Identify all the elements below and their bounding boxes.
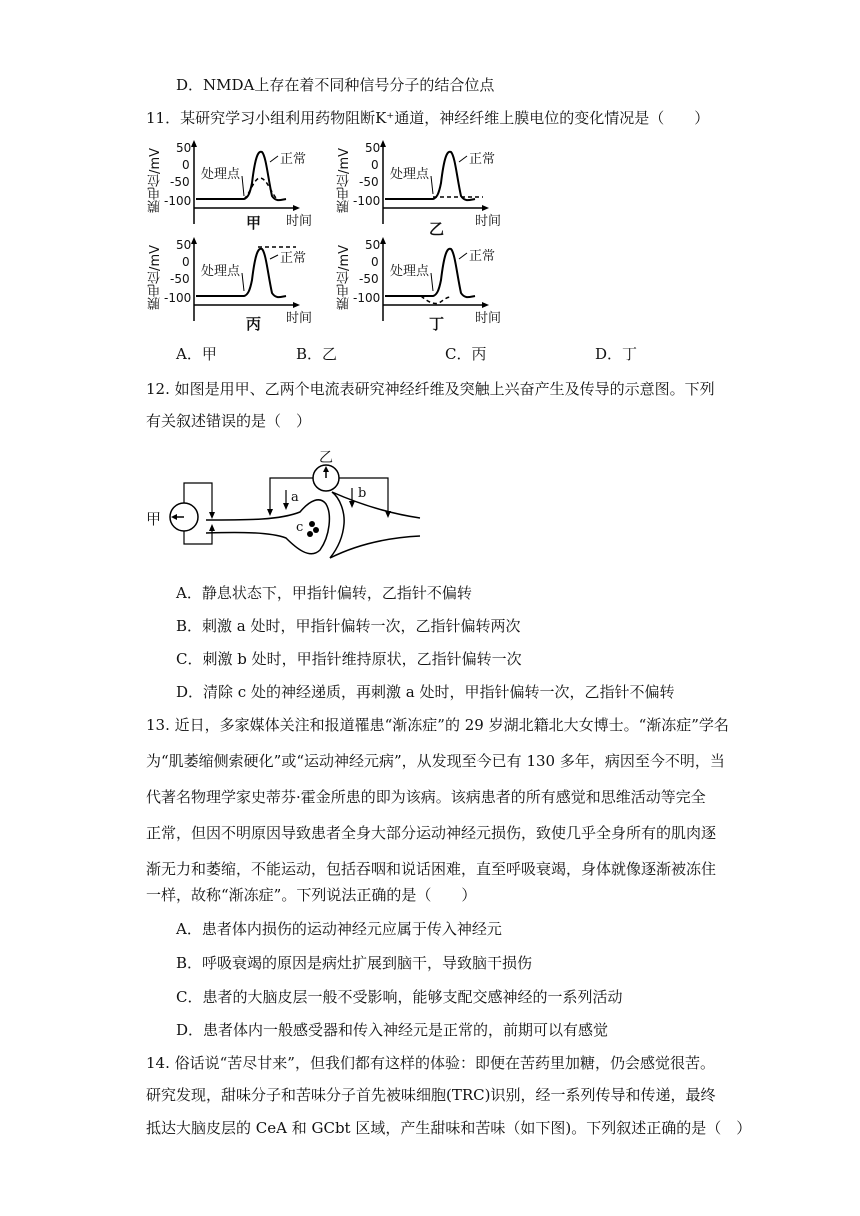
q11-option-c: C．丙 (445, 345, 487, 363)
graph-panel-bing (146, 235, 326, 333)
panel-caption: 丙 (246, 315, 262, 333)
tick-minus100: -100 (164, 291, 192, 305)
tick-minus100: -100 (353, 194, 381, 208)
tick-0: 0 (182, 158, 190, 172)
normal-label: 正常 (469, 152, 496, 167)
q13-line-2: 为“肌萎缩侧索硬化”或“运动神经元病”，从发现至今已有 130 多年，病因至今不明，当 (146, 752, 725, 770)
q11-option-a: A．甲 (176, 345, 217, 363)
graph-panel-yi (335, 138, 515, 238)
q12-stem-line-2: 有关叙述错误的是（ ） (146, 412, 312, 430)
treat-point-label: 处理点 (390, 264, 430, 279)
q12-option-b: B．刺激 a 处时，甲指针偏转一次，乙指针偏转两次 (176, 617, 521, 635)
point-c-label: c (296, 520, 304, 535)
y-axis-label: 膜电位/mV (337, 245, 352, 310)
x-axis-label: 时间 (286, 214, 313, 229)
treat-point-label: 处理点 (201, 167, 241, 182)
graph-panel-jia (146, 138, 326, 230)
q13-option-d: D．患者体内一般感受器和传入神经元是正常的，前期可以有感觉 (176, 1021, 609, 1039)
q14-line-1: 14. 俗话说“苦尽甘来”，但我们都有这样的体验：即便在苦药里加糖，仍会感觉很苦。 (146, 1054, 715, 1072)
tick-minus100: -100 (353, 291, 381, 305)
meter-jia-label: 甲 (146, 510, 162, 528)
q13-option-a: A．患者体内损伤的运动神经元应属于传入神经元 (176, 920, 502, 938)
normal-label: 正常 (280, 152, 307, 167)
panel-caption: 乙 (429, 220, 445, 238)
tick-50: 50 (365, 141, 381, 155)
synapse-diagram (140, 440, 440, 565)
graph-panel-ding (335, 235, 515, 333)
tick-minus50: -50 (170, 175, 190, 189)
tick-0: 0 (182, 255, 190, 269)
tick-0: 0 (371, 158, 379, 172)
q14-line-2: 研究发现，甜味分子和苦味分子首先被味细胞(TRC)识别，经一系列传导和传递，最终 (146, 1086, 716, 1104)
y-axis-label: 膜电位/mV (148, 148, 163, 213)
q13-line-5: 渐无力和萎缩，不能运动，包括吞咽和说话困难，直至呼吸衰竭，身体就像逐渐被冻住 (146, 860, 717, 878)
normal-label: 正常 (469, 249, 496, 264)
tick-minus100: -100 (164, 194, 192, 208)
x-axis-label: 时间 (475, 214, 502, 229)
point-a-label: a (291, 490, 299, 505)
q11-stem: 11．某研究学习小组利用药物阻断K⁺通道，神经纤维上膜电位的变化情况是（ ） (146, 109, 710, 127)
q10-option-d: D．NMDA上存在着不同种信号分子的结合位点 (176, 76, 495, 94)
q12-option-c: C．刺激 b 处时，甲指针维持原状，乙指针偏转一次 (176, 650, 522, 668)
y-axis-label: 膜电位/mV (148, 245, 163, 310)
q12-stem-line-1: 12. 如图是用甲、乙两个电流表研究神经纤维及突触上兴奋产生及传导的示意图。下列 (146, 380, 715, 398)
x-axis-label: 时间 (475, 311, 502, 326)
q14-line-3: 抵达大脑皮层的 CeA 和 GCbt 区域，产生甜味和苦味（如下图)。下列叙述正确的是（ ） (146, 1119, 752, 1137)
q12-option-a: A．静息状态下，甲指针偏转，乙指针不偏转 (176, 584, 472, 602)
tick-minus50: -50 (359, 175, 379, 189)
treat-point-label: 处理点 (390, 167, 430, 182)
q13-line-6: 一样，故称“渐冻症”。下列说法正确的是（ ） (146, 886, 477, 904)
q11-option-b: B．乙 (296, 345, 338, 363)
x-axis-label: 时间 (286, 311, 313, 326)
tick-50: 50 (176, 238, 192, 252)
point-b-label: b (358, 486, 367, 501)
meter-yi-label: 乙 (319, 450, 333, 466)
tick-0: 0 (371, 255, 379, 269)
tick-minus50: -50 (359, 272, 379, 286)
q13-line-4: 正常，但因不明原因导致患者全身大部分运动神经元损伤，致使几乎全身所有的肌肉逐 (146, 824, 717, 842)
q13-line-1: 13. 近日，多家媒体关注和报道罹患“渐冻症”的 29 岁湖北籍北大女博士。“渐冻症”学名 (146, 716, 729, 734)
normal-label: 正常 (280, 251, 307, 266)
tick-minus50: -50 (170, 272, 190, 286)
treat-point-label: 处理点 (201, 264, 241, 279)
q13-line-3: 代著名物理学家史蒂芬·霍金所患的即为该病。该病患者的所有感觉和思维活动等完全 (146, 788, 706, 806)
q11-option-d: D．丁 (595, 345, 638, 363)
q12-option-d: D．清除 c 处的神经递质，再刺激 a 处时，甲指针偏转一次，乙指针不偏转 (176, 683, 675, 701)
panel-caption: 丁 (429, 315, 445, 333)
panel-caption: 甲 (246, 214, 262, 232)
tick-50: 50 (176, 141, 192, 155)
y-axis-label: 膜电位/mV (337, 148, 352, 213)
q13-option-b: B．呼吸衰竭的原因是病灶扩展到脑干，导致脑干损伤 (176, 954, 533, 972)
tick-50: 50 (365, 238, 381, 252)
q13-option-c: C．患者的大脑皮层一般不受影响，能够支配交感神经的一系列活动 (176, 988, 623, 1006)
